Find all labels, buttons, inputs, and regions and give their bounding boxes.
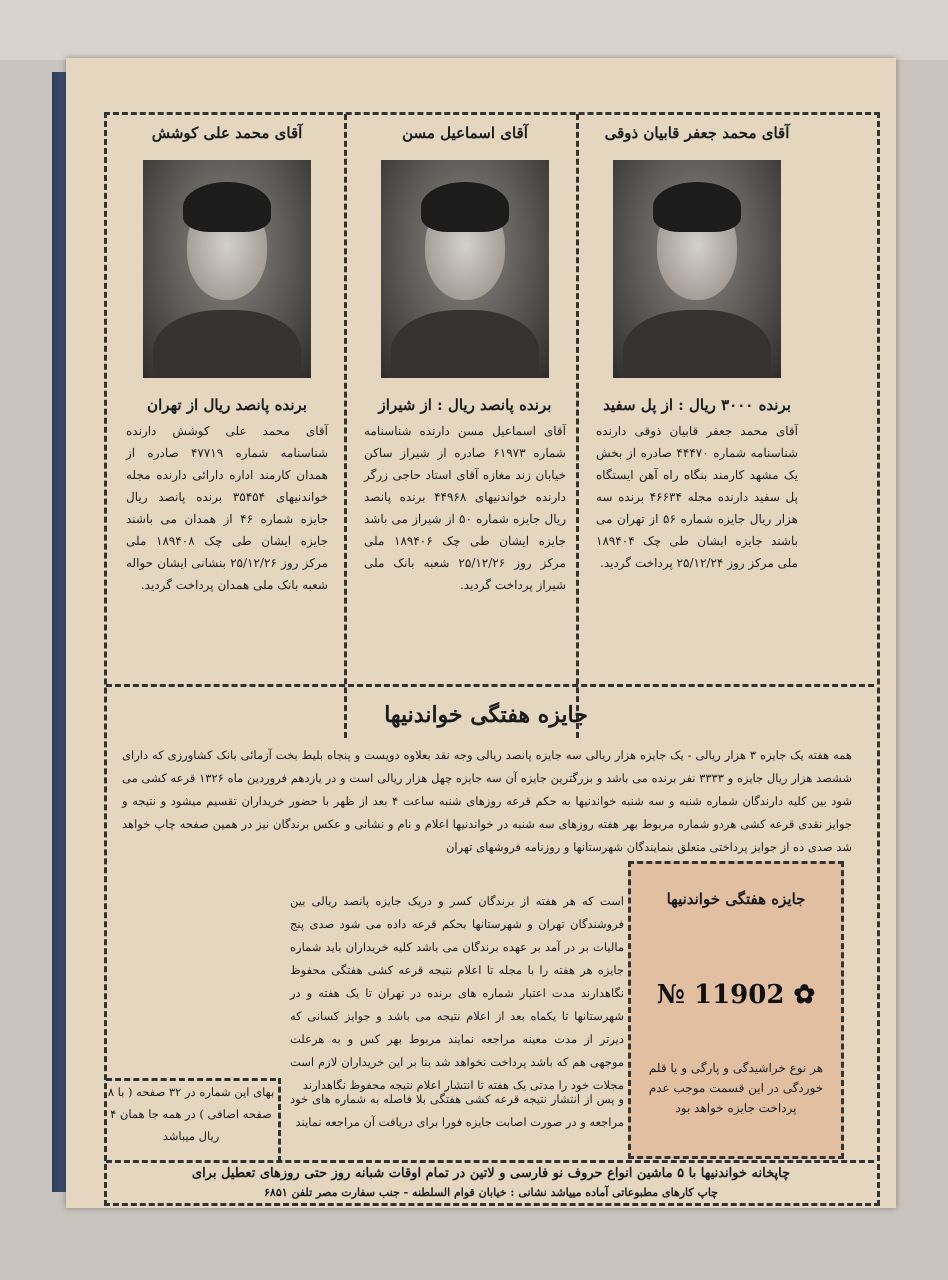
prize-coupon <box>628 861 844 1159</box>
winner-prize-title: برنده پانصد ریال از تهران <box>147 396 307 414</box>
winner-prize-title: برنده ۳۰۰۰ ریال : از پل سفید <box>603 396 791 414</box>
winner-name: آقای محمد علی کوشش <box>151 124 303 142</box>
coupon-serial-number: № 11902 ✿ <box>656 980 816 1010</box>
winner-details: آقای محمد جعفر قابیان ذوقی دارنده شناسنامه شماره ۴۴۴۷۰ صادره از بخش یک مشهد کارمند بنگاه راه آهن ایستگاه پل سفید دارنده مجله ۴۶۶۳۴ برنده سه هزار ریال جایزه شماره ۵۶ از تهران می باشند جایزه ایشان طی چک ۱۸۹۴۰۴ ملی مرکز روز ۲۵/۱۲/۲۴ پرداخت گردید. <box>596 424 798 570</box>
winner-prize-title: برنده پانصد ریال : از شیراز <box>378 396 552 414</box>
column-divider <box>344 114 347 738</box>
winner-column-2 <box>350 118 580 736</box>
table-surface <box>0 0 948 60</box>
winner-column-1 <box>582 118 812 736</box>
winner-photo <box>381 160 549 378</box>
price-box: بهای این شماره در ۳۲ صفحه ( با ۸ صفحه اضافی ) در همه جا همان ۴ ریال میباشد <box>106 1078 276 1163</box>
magazine-page <box>66 58 896 1208</box>
winner-details: آقای اسماعیل مسن دارنده شناسنامه شماره ۶۱۹۷۳ صادره از شیراز ساکن خیابان زند مغازه آقای استاد حاجی زرگر دارنده خواندنیهای ۴۴۹۶۸ برنده پانصد ریال جایزه شماره ۵۰ از شیراز می باشد جایزه ایشان طی چک ۱۸۹۴۰۶ ملی مرکز روز ۲۵/۱۲/۲۶ شعبه بانک ملی شیراز پرداخت گردید. <box>364 424 567 592</box>
winner-photo <box>613 160 781 378</box>
winner-details: آقای محمد علی کوشش دارنده شناسنامه شماره ۴۷۷۱۹ صادره از همدان کارمند اداره دارائی دارنده مجله خواندنیهای ۳۵۴۵۴ برنده پانصد ریال جایزه شماره ۴۶ از همدان می باشند جایزه ایشان طی چک ۱۸۹۴۰۸ ملی مرکز روز ۲۵/۱۲/۲۶ بنشانی ایشان حواله شعبه بانک ملی همدان پرداخت گردید. <box>126 424 329 592</box>
footer-divider <box>106 1160 874 1163</box>
footer-line-1: چاپخانه خواندنیها با ۵ ماشین انواع حروف نو فارسی و لاتین در تمام اوقات شبانه روز حتی روزهای تعطیل برای <box>191 1166 791 1181</box>
winner-photo <box>143 160 311 378</box>
prize-paragraph-1: همه هفته یک جایزه ۳ هزار ریالی - یک جایزه هزار ریالی سه جایزه پانصد ریالی وجه نقد بعلاوه دویست و پنجاه بلیط بخت آزمائی بانک کشاورزی که دارای ششصد هزار ریال جایزه و ۳۳۳۳ نفر برنده می باشد و بزرگترین جایزه آن سه جایزه چهل هزار ریالی است و در یازدهم فروردین ماه ۱۳۲۶ قرعه کشی می شود بین کلیه دارندگان شماره شنبه و سه شنبه خواندنیها به حکم قرعه روزهای شنبه ساعت ۴ بعد از ظهر با حضور خریداران تقسیم میشود و نتیجه و جوایز نقدی قرعه کشی هردو شماره مربوط بهر هفته روزهای سه شنبه در خواندنیها اعلام و نام و نشانی و عکس برندگان نیز در همین صفحه چاپ خواهد شد صدی ده از جوایز پرداختی متعلق بنمایندگان شهرستانها و روزنامه فروشهای تهران <box>122 748 852 854</box>
prize-paragraph-2: است که هر هفته از برندگان کسر و دریک جایزه پانصد ریالی بین فروشندگان تهران و شهرستانها بحکم قرعه داده می شود صدی پنج مالیات بر در آمد بر عهده برندگان می باشد کلیه خریداران باید شماره جایزه هر هفته را با مجله تا اعلام نتیجه قرعه کشی هفتگی محفوظ نگاهدارند مدت اعتبار شماره های برنده در تهران تا یک هفته و در شهرستانها تا یکماه بعد از اعلام نتیجه می باشد و جوایز کسانی که دیرتر از مدت معینه مراجعه نمایند مربوط بهر کس و به هرعلت موجهی هم که باشد پرداخت نخواهد شد بنا بر این خریداران لازم است مجلات خود را مدتی یک هفته تا انتشار اعلام نتیجه محفوظ نگاهدارند <box>290 894 624 1092</box>
footer-line-2: چاپ کارهای مطبوعاتی آماده مییاشد نشانی : خیابان قوام السلطنه - جنب سفارت مصر تلفن ۶۸۵۱ <box>264 1186 718 1199</box>
winner-name: آقای اسماعیل مسن <box>402 124 528 142</box>
coupon-title: جایزه هفتگی خواندنیها <box>666 890 806 908</box>
prize-section-title: جایزه هفتگی خواندنیها <box>384 702 588 728</box>
prize-paragraph-3: و پس از انتشار نتیجه قرعه کشی هفتگی بلا فاصله به شماره های خود مراجعه و در صورت اصابت جایزه فورا برای دریافت آن مراجعه نمایند <box>290 1092 624 1129</box>
coupon-note: هر نوع خراشیدگی و پارگی و یا قلم خوردگی در این قسمت موجب عدم پرداخت جایزه خواهد بود <box>648 1061 824 1115</box>
winner-column-3 <box>112 118 342 736</box>
winner-name: آقای محمد جعفر قابیان ذوقی <box>604 124 790 142</box>
price-box-divider <box>278 1078 281 1162</box>
